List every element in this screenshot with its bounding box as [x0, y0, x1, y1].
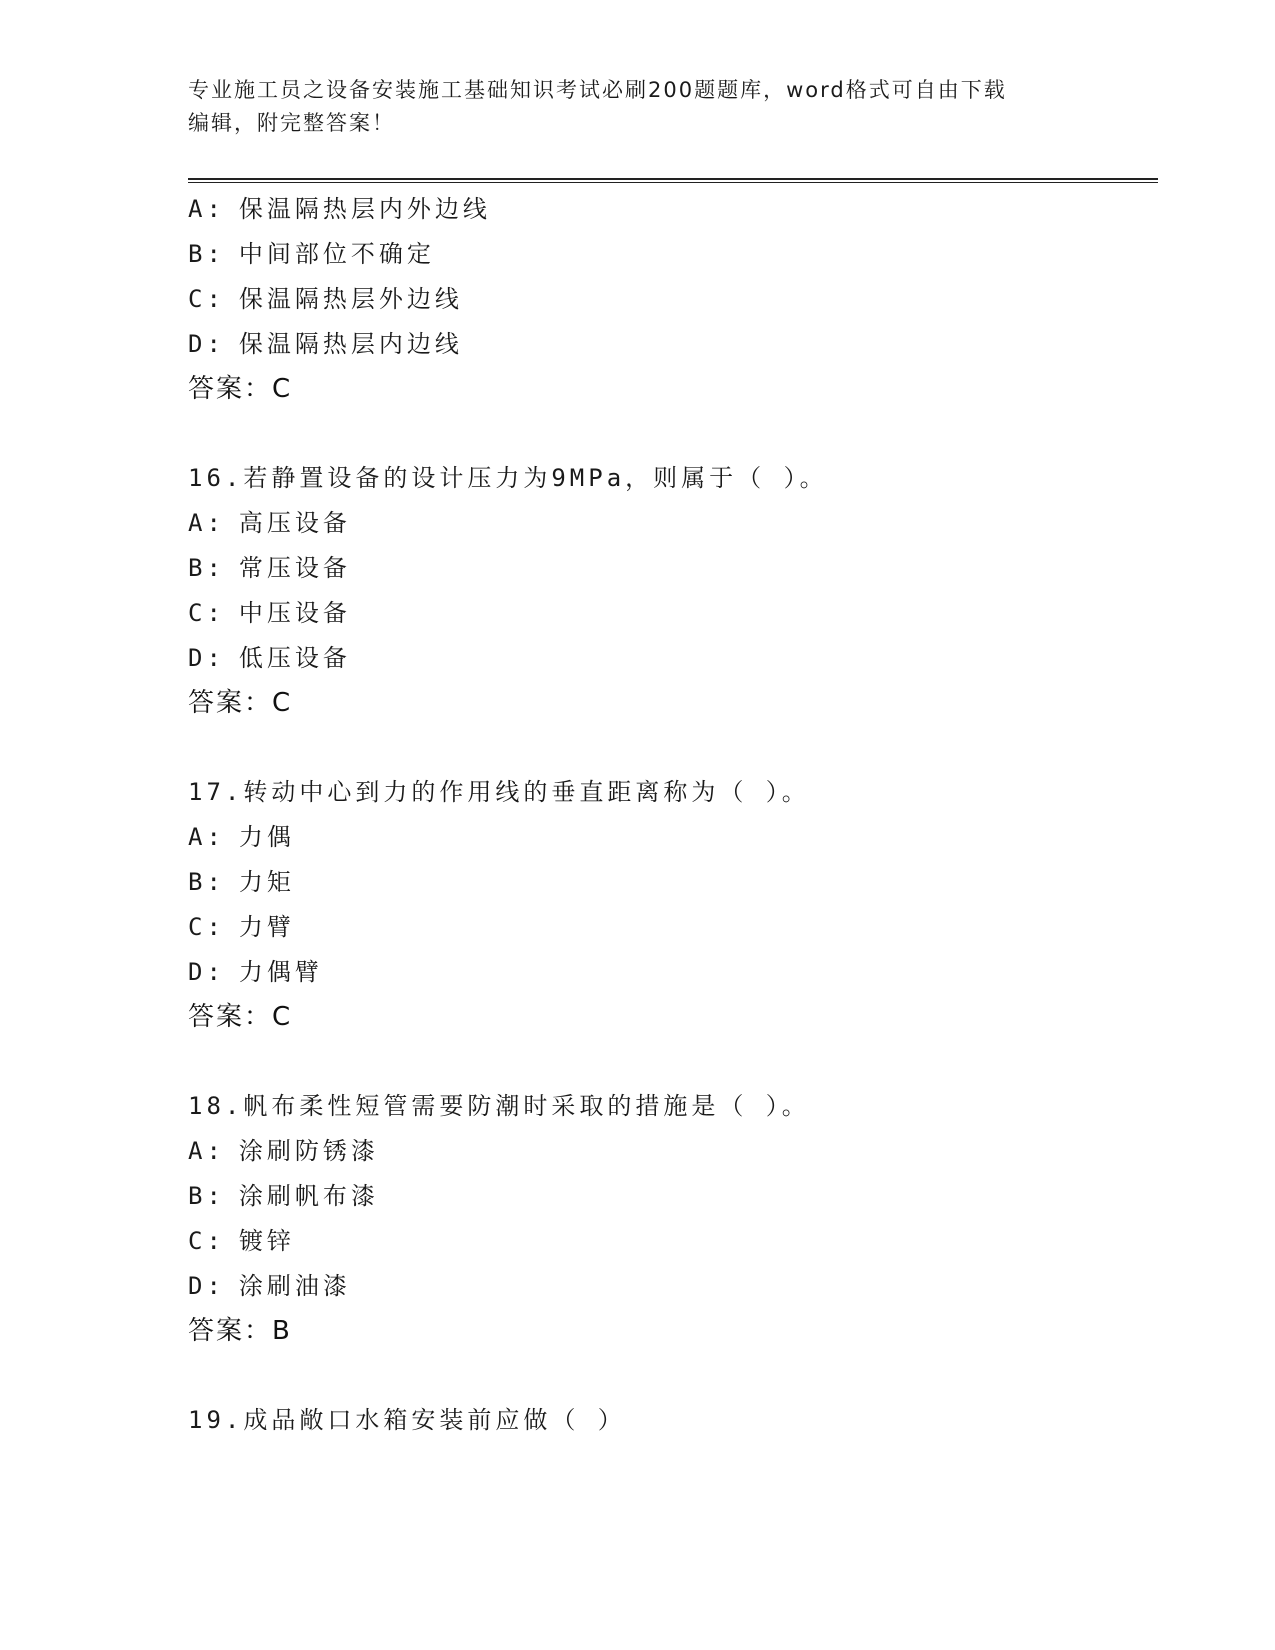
option-letter: A:: [188, 509, 225, 537]
option-letter: C:: [188, 1227, 225, 1255]
option-letter: D:: [188, 958, 225, 986]
option-b: [188, 552, 351, 584]
option-d: [188, 956, 323, 988]
option-a: [188, 507, 351, 539]
option-letter: C:: [188, 285, 225, 313]
option-d: [188, 1270, 351, 1302]
option-d: [188, 328, 463, 360]
option-letter: B:: [188, 554, 225, 582]
header-line-2: 编辑，附完整答案！: [188, 111, 395, 135]
question-stem: 17.转动中心到力的作用线的垂直距离称为（ ）。: [188, 778, 810, 806]
answer-line: 答案：C: [188, 1002, 293, 1032]
header-line-1: 专业施工员之设备安装施工基础知识考试必刷200题题库，word格式可自由下载: [188, 78, 1007, 102]
option-a: [188, 821, 295, 853]
option-text: 常压设备: [238, 554, 351, 582]
option-c: [188, 597, 351, 629]
option-letter: B:: [188, 1182, 225, 1210]
option-text: 低压设备: [238, 644, 351, 672]
option-c: [188, 283, 463, 315]
option-text: 力臂: [238, 913, 295, 941]
option-letter: C:: [188, 913, 225, 941]
option-c: [188, 911, 295, 943]
option-letter: A:: [188, 823, 225, 851]
option-text: 镀锌: [238, 1227, 295, 1255]
option-letter: A:: [188, 195, 225, 223]
option-a: [188, 193, 491, 225]
question-stem: 16.若静置设备的设计压力为9MPa，则属于（ ）。: [188, 464, 828, 492]
option-letter: D:: [188, 330, 225, 358]
header-divider: [188, 178, 1158, 183]
option-text: 高压设备: [238, 509, 351, 537]
option-text: 中压设备: [238, 599, 351, 627]
question-stem: 18.帆布柔性短管需要防潮时采取的措施是（ ）。: [188, 1092, 810, 1120]
option-c: [188, 1225, 295, 1257]
option-letter: B:: [188, 868, 225, 896]
answer-line: 答案：C: [188, 688, 293, 718]
option-text: 力偶臂: [238, 958, 323, 986]
option-letter: C:: [188, 599, 225, 627]
option-text: 涂刷防锈漆: [238, 1137, 379, 1165]
option-letter: D:: [188, 644, 225, 672]
option-text: 保温隔热层外边线: [238, 285, 463, 313]
option-text: 涂刷帆布漆: [238, 1182, 379, 1210]
option-letter: D:: [188, 1272, 225, 1300]
option-text: 保温隔热层内外边线: [238, 195, 491, 223]
question-stem: 19.成品敞口水箱安装前应做（ ）: [188, 1406, 626, 1434]
option-letter: A:: [188, 1137, 225, 1165]
answer-line: 答案：B: [188, 1316, 292, 1346]
option-d: [188, 642, 351, 674]
option-text: 力矩: [238, 868, 295, 896]
option-text: 涂刷油漆: [238, 1272, 351, 1300]
document-header: [188, 74, 1088, 140]
answer-line: 答案：C: [188, 374, 293, 404]
option-b: [188, 866, 295, 898]
option-text: 中间部位不确定: [238, 240, 435, 268]
option-b: [188, 1180, 379, 1212]
option-b: [188, 238, 435, 270]
option-text: 力偶: [238, 823, 295, 851]
option-text: 保温隔热层内边线: [238, 330, 463, 358]
option-letter: B:: [188, 240, 225, 268]
option-a: [188, 1135, 379, 1167]
